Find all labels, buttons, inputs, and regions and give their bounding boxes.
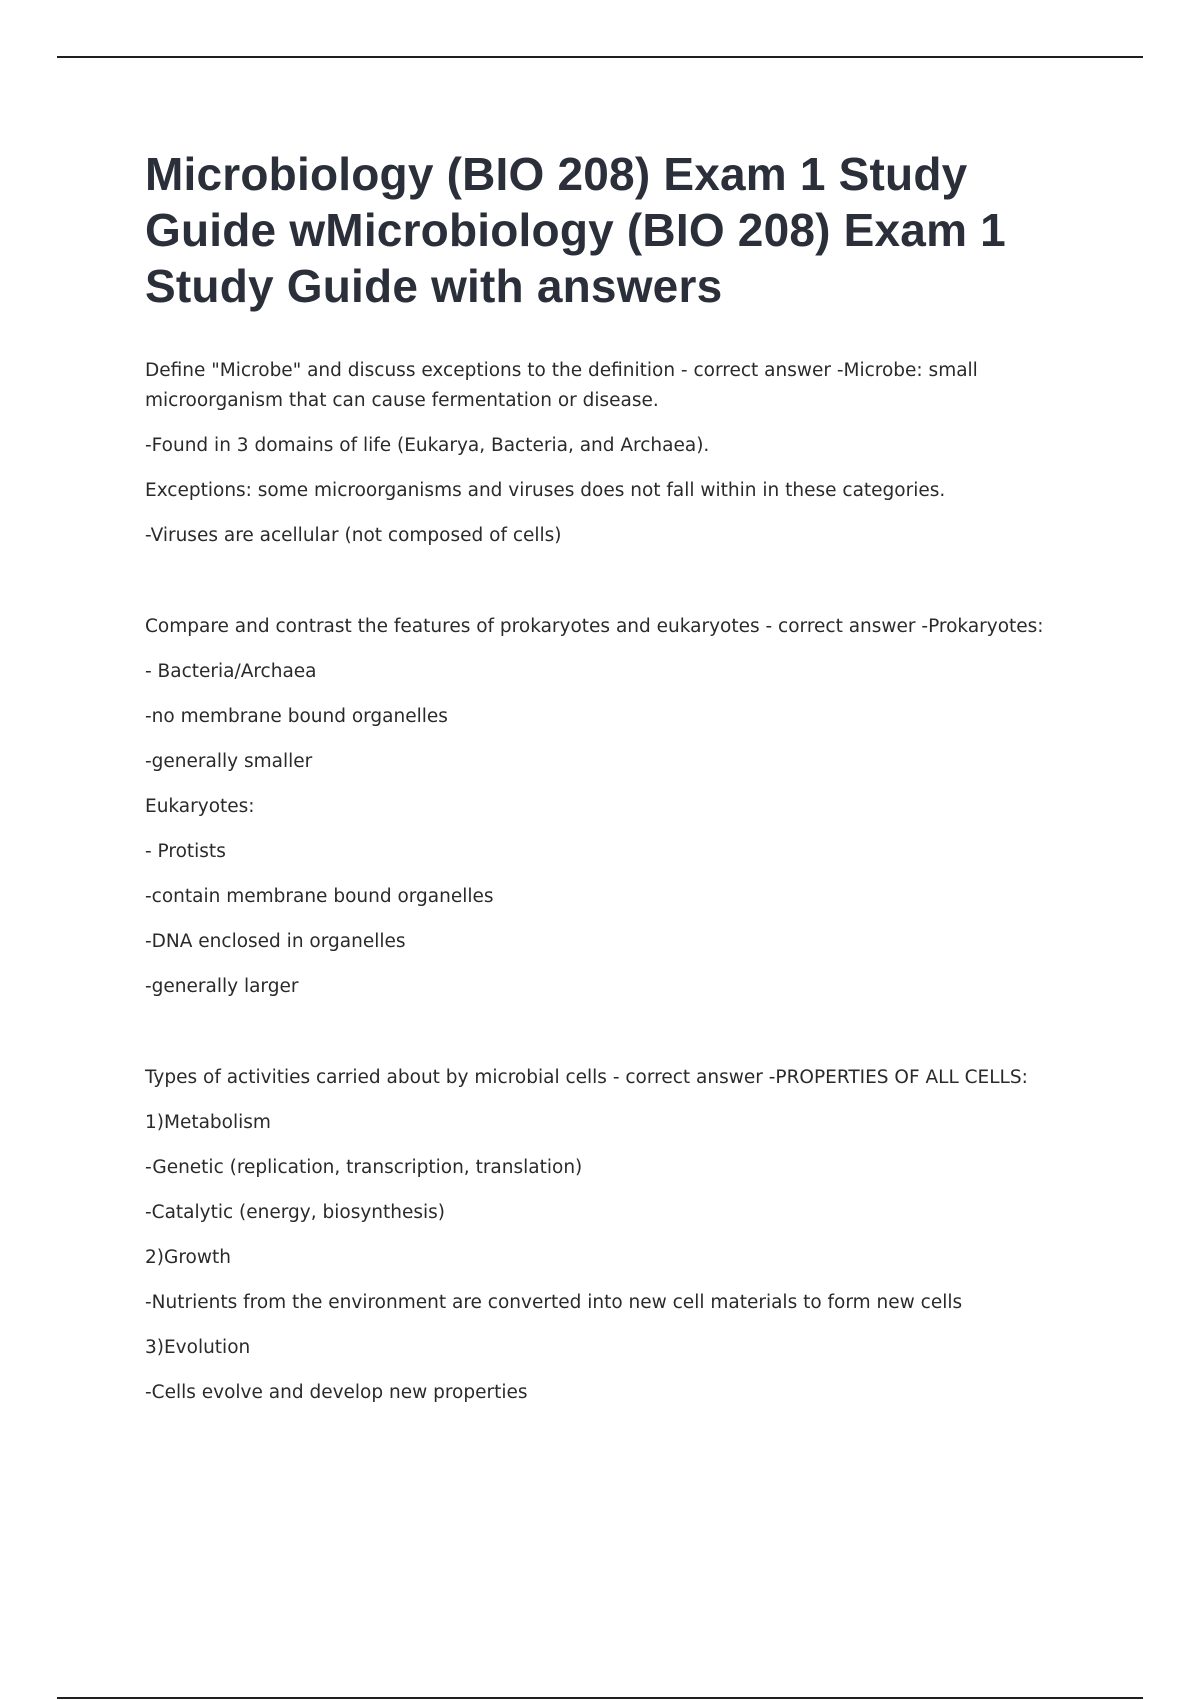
paragraph: -Cells evolve and develop new properties: [145, 1382, 528, 1403]
paragraph: Types of activities carried about by microbial cells - correct answer -PROPERTIES OF ALL CELLS:: [145, 1067, 1028, 1088]
section-spacer: [145, 566, 1085, 612]
paragraph: -DNA enclosed in organelles: [145, 931, 406, 952]
section-prokaryotes-eukaryotes: [145, 612, 1085, 1002]
paragraph: -no membrane bound organelles: [145, 706, 448, 727]
paragraph: Compare and contrast the features of prokaryotes and eukaryotes - correct answer -Prokaryotes:: [145, 616, 1044, 637]
paragraph: - Bacteria/Archaea: [145, 661, 317, 682]
section-microbe-definition: [145, 356, 1085, 551]
paragraph: -Found in 3 domains of life (Eukarya, Bacteria, and Archaea).: [145, 435, 710, 456]
paragraph: -Genetic (replication, transcription, translation): [145, 1157, 583, 1178]
paragraph: 2)Growth: [145, 1247, 231, 1268]
bottom-rule: [57, 1697, 1143, 1699]
paragraph: -Catalytic (energy, biosynthesis): [145, 1202, 446, 1223]
paragraph: - Protists: [145, 841, 226, 862]
section-microbial-activities: [145, 1063, 1085, 1408]
paragraph: -Viruses are acellular (not composed of cells): [145, 525, 562, 546]
page-title: Microbiology (BIO 208) Exam 1 Study Guide wMicrobiology (BIO 208) Exam 1 Study Guide with answers: [145, 148, 1006, 312]
paragraph: -generally smaller: [145, 751, 313, 772]
document-body: [145, 356, 1085, 1423]
top-rule: [57, 56, 1143, 58]
section-spacer: [145, 1017, 1085, 1063]
paragraph: -contain membrane bound organelles: [145, 886, 494, 907]
paragraph: -generally larger: [145, 976, 299, 997]
paragraph: Define "Microbe" and discuss exceptions to the definition - correct answer -Microbe: small microorganism that can cause fermentation or disease.: [145, 360, 978, 411]
paragraph: Exceptions: some microorganisms and viruses does not fall within in these categories.: [145, 480, 946, 501]
paragraph: -Nutrients from the environment are converted into new cell materials to form new cells: [145, 1292, 963, 1313]
paragraph: Eukaryotes:: [145, 796, 255, 817]
paragraph: 3)Evolution: [145, 1337, 251, 1358]
paragraph: 1)Metabolism: [145, 1112, 271, 1133]
